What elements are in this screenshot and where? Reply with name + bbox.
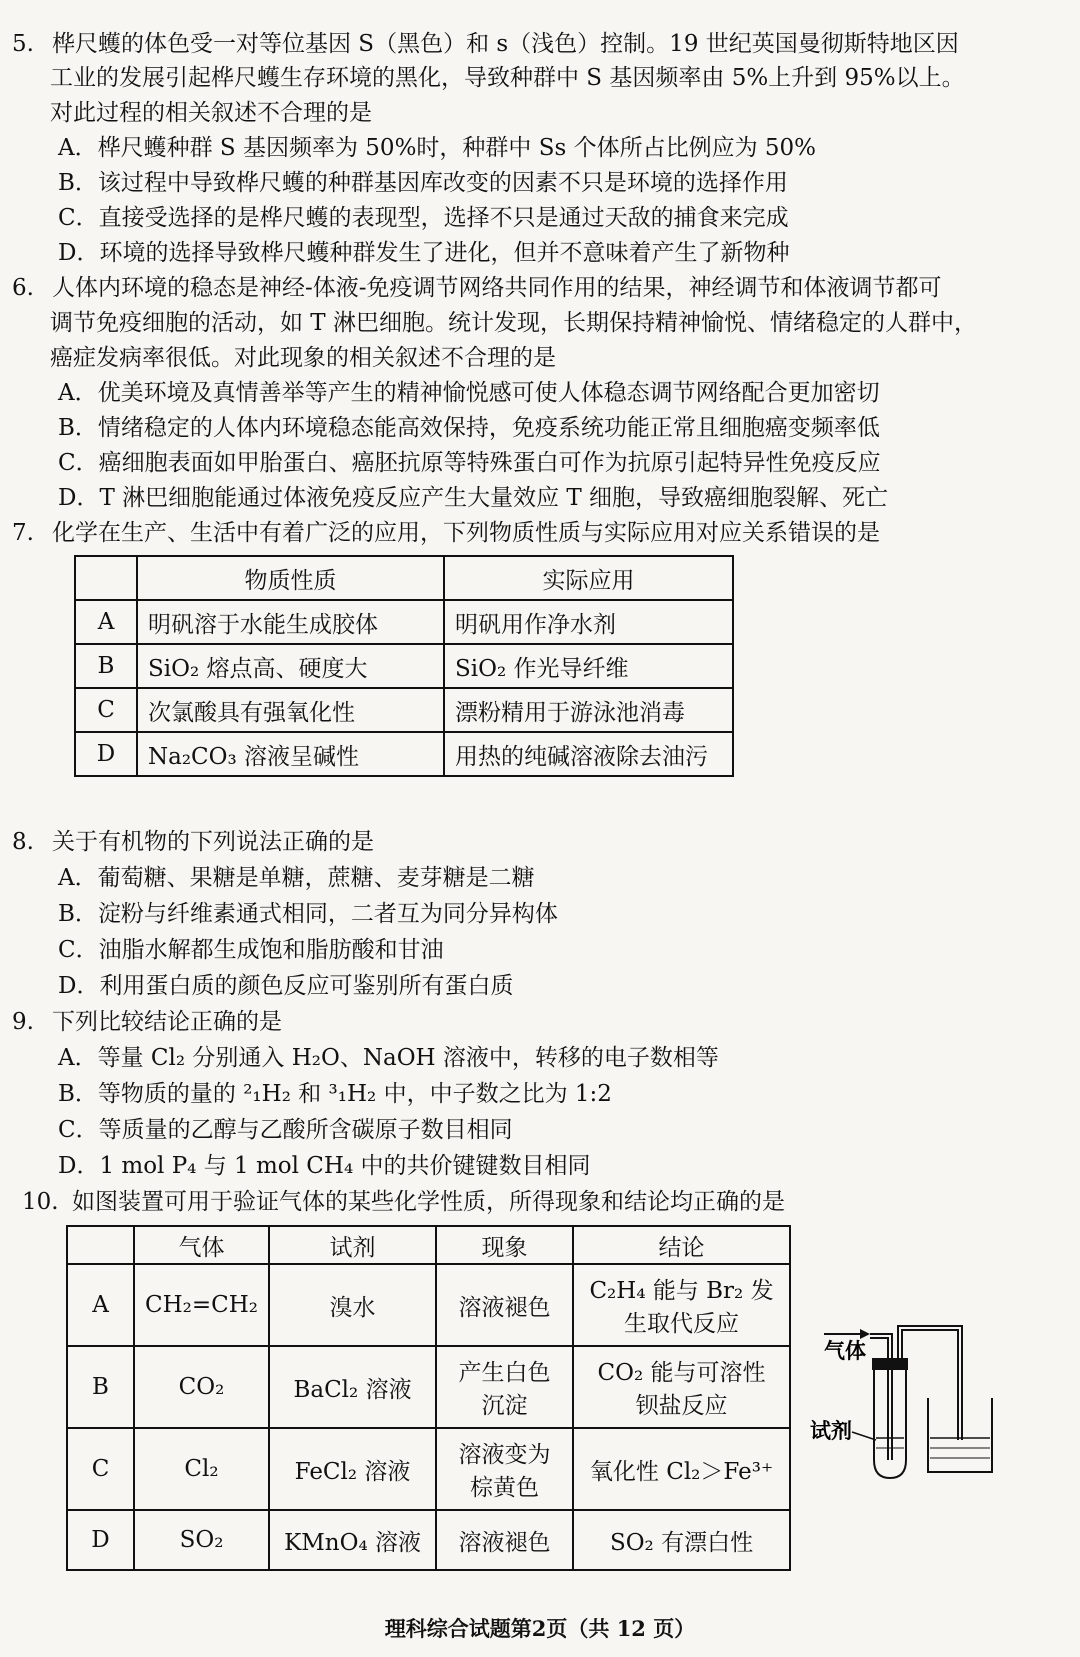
row-use: 明矾用作净水剂 — [444, 600, 733, 644]
q9-option-b: B．等物质的量的 ²₁H₂ 和 ³₁H₂ 中，中子数之比为 1:2 — [58, 1081, 612, 1107]
q10-header-phenomenon: 现象 — [436, 1226, 573, 1264]
row-label: C — [67, 1428, 134, 1510]
row-use: SiO₂ 作光导纤维 — [444, 644, 733, 688]
row-phenomenon: 溶液变为 棕黄色 — [436, 1428, 573, 1510]
row-gas: Cl₂ — [134, 1428, 269, 1510]
q6-option-c: C．癌细胞表面如甲胎蛋白、癌胚抗原等特殊蛋白可作为抗原引起特异性免疫反应 — [58, 450, 881, 476]
q5-line1: 5. 桦尺蠖的体色受一对等位基因 S（黑色）和 s（浅色）控制。19 世纪英国曼彻斯特地区因 — [12, 28, 959, 60]
row-phenomenon: 溶液褪色 — [436, 1264, 573, 1346]
row-label: D — [75, 732, 137, 776]
q8-number: 8. — [12, 829, 34, 855]
row-reagent: FeCl₂ 溶液 — [269, 1428, 436, 1510]
q10-header-gas: 气体 — [134, 1226, 269, 1264]
q5-option-a: A．桦尺蠖种群 S 基因频率为 50%时，种群中 Ss 个体所占比例应为 50% — [58, 135, 817, 161]
q8-option-b: B．淀粉与纤维素通式相同，二者互为同分异构体 — [58, 901, 558, 927]
row-gas: SO₂ — [134, 1510, 269, 1570]
q10-stem: 10. 如图装置可用于验证气体的某些化学性质，所得现象和结论均正确的是 — [22, 1186, 785, 1218]
table-row — [67, 1428, 790, 1510]
q7-table — [74, 555, 734, 777]
q7-header-property: 物质性质 — [137, 556, 444, 600]
row-conclusion: C₂H₄ 能与 Br₂ 发 生取代反应 — [573, 1264, 790, 1346]
q6-option-a: A．优美环境及真情善举等产生的精神愉悦感可使人体稳态调节网络配合更加密切 — [58, 380, 880, 406]
row-property: 次氯酸具有强氧化性 — [137, 688, 444, 732]
q6-line3: 癌症发病率很低。对此现象的相关叙述不合理的是 — [50, 345, 556, 371]
q6-option-b: B．情绪稳定的人体内环境稳态能高效保持，免疫系统功能正常且细胞癌变频率低 — [58, 415, 880, 441]
table-row — [67, 1346, 790, 1428]
reagent-pointer — [852, 1432, 876, 1440]
q10-number: 10. — [22, 1189, 59, 1215]
q10-header-conclusion: 结论 — [573, 1226, 790, 1264]
q9-option-a: A．等量 Cl₂ 分别通入 H₂O、NaOH 溶液中，转移的电子数相等 — [58, 1045, 719, 1071]
table-row — [75, 644, 733, 688]
table-row — [75, 688, 733, 732]
row-label: D — [67, 1510, 134, 1570]
row-property: 明矾溶于水能生成胶体 — [137, 600, 444, 644]
table-row — [67, 1264, 790, 1346]
row-label: A — [67, 1264, 134, 1346]
test-tube — [872, 1358, 908, 1478]
q10-header-blank — [67, 1226, 134, 1264]
table-row — [67, 1510, 790, 1570]
q9-number: 9. — [12, 1009, 34, 1035]
q6-line1: 6. 人体内环境的稳态是神经-体液-免疫调节网络共同作用的结果，神经调节和体液调节都可 — [12, 272, 942, 304]
row-use: 用热的纯碱溶液除去油污 — [444, 732, 733, 776]
row-label: B — [75, 644, 137, 688]
q6-line2: 调节免疫细胞的活动，如 T 淋巴细胞。统计发现，长期保持精神愉悦、情绪稳定的人群中， — [50, 310, 977, 336]
q8-option-c: C．油脂水解都生成饱和脂肪酸和甘油 — [58, 937, 444, 963]
q8-option-a: A．葡萄糖、果糖是单糖，蔗糖、麦芽糖是二糖 — [58, 865, 535, 891]
q5-line2: 工业的发展引起桦尺蠖生存环境的黑化，导致种群中 S 基因频率由 5%上升到 95%以上。 — [50, 65, 965, 91]
q5-option-c: C．直接受选择的是桦尺蠖的表现型，选择不只是通过天敌的捕食来完成 — [58, 205, 789, 231]
q10-table — [66, 1225, 791, 1571]
q6-option-d: D．T 淋巴细胞能通过体液免疫反应产生大量效应 T 细胞，导致癌细胞裂解、死亡 — [58, 485, 889, 511]
q6-number: 6. — [12, 275, 34, 301]
row-label: C — [75, 688, 137, 732]
q5-number: 5. — [12, 31, 34, 57]
row-use: 漂粉精用于游泳池消毒 — [444, 688, 733, 732]
row-phenomenon: 溶液褪色 — [436, 1510, 573, 1570]
row-label: A — [75, 600, 137, 644]
q9-option-c: C．等质量的乙醇与乙酸所含碳原子数目相同 — [58, 1117, 513, 1143]
gas-label: 气体 — [824, 1339, 866, 1363]
row-gas: CH₂=CH₂ — [134, 1264, 269, 1346]
apparatus-diagram — [810, 1320, 1060, 1480]
row-property: Na₂CO₃ 溶液呈碱性 — [137, 732, 444, 776]
reagent-label: 试剂 — [810, 1419, 852, 1443]
gas-arrow-icon — [824, 1329, 870, 1339]
row-gas: CO₂ — [134, 1346, 269, 1428]
q9-stem: 9. 下列比较结论正确的是 — [12, 1006, 282, 1038]
q7-number: 7. — [12, 520, 34, 546]
page-footer: 理科综合试题第2页（共 12 页） — [384, 1616, 696, 1641]
table-row — [75, 732, 733, 776]
q7-header-use: 实际应用 — [444, 556, 733, 600]
q8-option-d: D．利用蛋白质的颜色反应可鉴别所有蛋白质 — [58, 973, 514, 999]
outlet-tube — [898, 1326, 962, 1440]
row-reagent: BaCl₂ 溶液 — [269, 1346, 436, 1428]
q8-stem: 8. 关于有机物的下列说法正确的是 — [12, 826, 374, 858]
row-phenomenon: 产生白色 沉淀 — [436, 1346, 573, 1428]
row-conclusion: 氧化性 Cl₂＞Fe³⁺ — [573, 1428, 790, 1510]
row-label: B — [67, 1346, 134, 1428]
q5-option-b: B．该过程中导致桦尺蠖的种群基因库改变的因素不只是环境的选择作用 — [58, 170, 788, 196]
q7-stem: 7. 化学在生产、生活中有着广泛的应用，下列物质性质与实际应用对应关系错误的是 — [12, 517, 880, 549]
q9-option-d: D．1 mol P₄ 与 1 mol CH₄ 中的共价键键数目相同 — [58, 1153, 591, 1179]
row-reagent: KMnO₄ 溶液 — [269, 1510, 436, 1570]
q5-line3: 对此过程的相关叙述不合理的是 — [50, 100, 372, 126]
beaker — [928, 1398, 992, 1472]
row-property: SiO₂ 熔点高、硬度大 — [137, 644, 444, 688]
q5-option-d: D．环境的选择导致桦尺蠖种群发生了进化，但并不意味着产生了新物种 — [58, 240, 790, 266]
row-reagent: 溴水 — [269, 1264, 436, 1346]
q7-header-blank — [75, 556, 137, 600]
table-row — [75, 600, 733, 644]
q10-header-reagent: 试剂 — [269, 1226, 436, 1264]
row-conclusion: SO₂ 有漂白性 — [573, 1510, 790, 1570]
row-conclusion: CO₂ 能与可溶性 钡盐反应 — [573, 1346, 790, 1428]
